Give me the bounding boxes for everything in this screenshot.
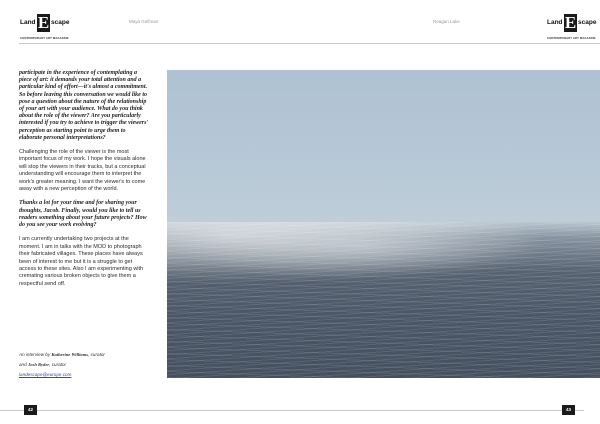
credit-email-link[interactable]: landescape@europe.com [19,372,72,377]
credit-role-1: , curator [88,352,105,357]
credit-prefix: An interview by [19,352,51,357]
header-artist-name: Maya Gelfman [129,19,159,24]
interview-answer: I am currently undertaking two projects at the moment. I am in talks with the MOD to photograph their fabricated villages. These places have always been of interest to me but it is a struggle to get access to these sites. Also I am experimenting with cremating various broken objects to give them a respectful send off. [19,236,144,287]
interview-credit [19,350,149,380]
logo-letter-e: E [37,13,50,32]
logo-word-land: Land [20,19,36,26]
interview-question: Thanks a lot for your time and for sharing your thoughts, Jacob. Finally, would you like to tell us readers something about your future projects? How do you see your work evolving? [19,200,147,229]
logo-word-land: Land [547,19,563,26]
logo-word-scape: scape [51,19,70,26]
seascape-photo [167,70,600,378]
article-column [19,70,149,295]
header-artist-name: Reagan Lake [433,19,460,24]
logo-word-scape: scape [578,19,597,26]
footer-divider [0,410,300,411]
logo-letter-e: E [564,13,577,32]
page-number: 42 [24,405,37,415]
header-divider [300,43,600,44]
logo-tagline: CONTEMPORARY ART MAGAZINE [20,36,69,40]
logo-tagline: CONTEMPORARY ART MAGAZINE [547,36,596,40]
credit-name-2: Josh Ryder [27,362,50,367]
footer-divider [300,410,584,411]
credit-name-1: Katherine Williams [51,352,89,357]
interview-answer: Challenging the role of the viewer is the most important focus of my work. I hope the visuals alone will stop the viewers in their tracks, but a conceptual understanding will encourage them to interpret the work's greater meaning. I want the viewer's to come away with a new perception of the world. [19,149,146,193]
page-number: 43 [562,405,575,415]
credit-and: and [19,362,27,367]
sun-glare [167,222,600,292]
credit-role-2: , curator [49,362,67,367]
header-divider [19,43,300,44]
interview-question: participate in the experience of contemplating a piece of art: it demands your total attention and a particular kind of effort—it's almost a commitment. So before leaving this conversation we would like to pose a question about the nature of the relationship of your art with your audience. What do you think about the role of the viewer? Are you particularly interested if you try to achieve to trigger the viewers' perception as starting point to urge them to elaborate personal interpretations? [19,70,149,141]
